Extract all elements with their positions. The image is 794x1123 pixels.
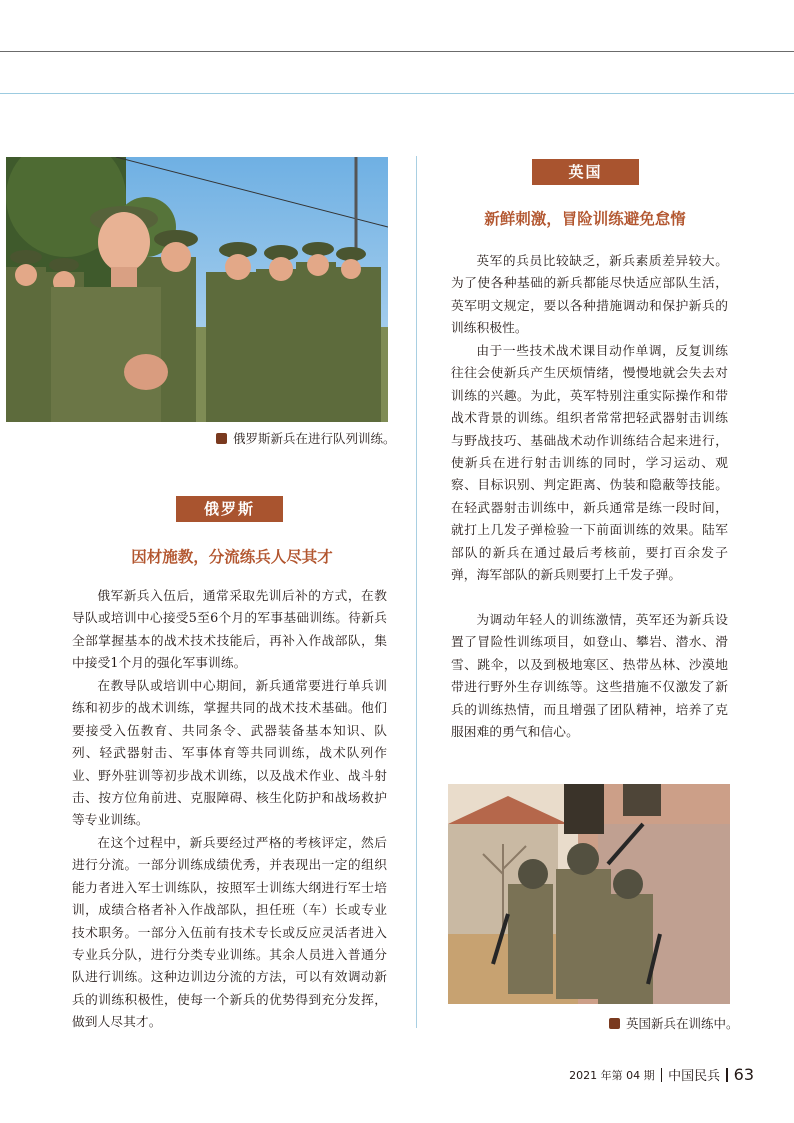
russia-paragraph-3: 在这个过程中，新兵要经过严格的考核评定，然后进行分流。一部分训练成绩优秀，并表现出一定的组织能力者进入军士训练队，按照军士训练大纲进行军士培训，成绩合格者补入作战部队，担任班（车）长或专业技术职务。一部分入伍前有技术专长或反应灵活者进入专业兵分队，进行分类专业训练。其余人员进入普通分队进行训练。这种边训边分流的方法，可以有效调动新兵的训练积极性，使每一个新兵的优势得到充分发挥，做到人尽其才。 — [72, 835, 387, 1030]
uk-paragraph-1: 英军的兵员比较缺乏，新兵素质差异较大。为了使各种基础的新兵都能尽快适应部队生活，英军明文规定，要以各种措施调动和保护新兵的训练积极性。 — [451, 253, 728, 336]
uk-photo-illustration — [448, 784, 730, 1004]
magazine-name: 中国民兵 — [668, 1069, 721, 1084]
page-number: 63 — [733, 1065, 754, 1084]
footer-divider — [661, 1068, 663, 1082]
top-rule — [0, 51, 794, 52]
header-rule — [0, 93, 794, 94]
uk-paragraph-3: 为调动年轻人的训练激情，英军还为新兵设置了冒险性训练项目，如登山、攀岩、潜水、滑雪、跳伞，以及到极地寒区、热带丛林、沙漠地带进行野外生存训练等。这些措施不仅激发了新兵的训练热情，而且增强了团队精神，培养了克服困难的勇气和信心。 — [451, 612, 728, 740]
caption-bullet-icon — [609, 1018, 620, 1029]
uk-photo-caption — [609, 1014, 739, 1032]
russia-paragraph-1: 俄军新兵入伍后，通常采取先训后补的方式，在教导队或培训中心接受5至6个月的军事基础训练。待新兵全部掌握基本的战术技术技能后，再补入作战部队，集中接受1个月的强化军事训练。 — [72, 588, 387, 671]
uk-section-tag: 英国 — [532, 159, 639, 185]
russia-caption-text: 俄罗斯新兵在进行队列训练。 — [233, 431, 396, 446]
russia-headline: 因材施教，分流练兵人尽其才 — [131, 548, 333, 566]
issue-label: 2021 年第 04 期 — [569, 1068, 655, 1082]
uk-training-photo — [448, 784, 730, 1004]
page-footer — [569, 1065, 754, 1084]
russia-photo-illustration — [6, 157, 388, 422]
russia-photo-caption — [216, 429, 396, 447]
russia-section-tag: 俄罗斯 — [176, 496, 283, 522]
russia-training-photo — [6, 157, 388, 422]
uk-headline: 新鲜刺激，冒险训练避免怠惰 — [484, 210, 686, 228]
column-divider — [416, 156, 417, 1028]
russia-paragraph-2: 在教导队或培训中心期间，新兵通常要进行单兵训练和初步的战术训练，掌握共同的战术技术基础。他们要接受入伍教育、共同条令、武器装备基本知识、队列、轻武器射击、军事体育等共同训练，战术队列作业、野外驻训等初步战术训练，以及战术作业、战斗射击、按方位角前进、克服障碍、核生化防护和战场救护等专业训练。 — [72, 678, 387, 828]
uk-caption-text: 英国新兵在训练中。 — [626, 1016, 739, 1031]
caption-bullet-icon — [216, 433, 227, 444]
uk-paragraph-2: 由于一些技术战术课目动作单调，反复训练往往会使新兵产生厌烦情绪，慢慢地就会失去对训练的兴趣。为此，英军特别注重实际操作和带战术背景的训练。组织者常常把轻武器射击训练与野战技巧、基础战术动作训练结合起来进行，使新兵在进行射击训练的同时，学习运动、观察、目标识别、判定距离、伪装和隐蔽等技能。在轻武器射击训练中，新兵通常是练一段时间，就打上几发子弹检验一下前面训练的效果。陆军部队的新兵在通过最后考核前，要打百余发子弹，海军部队的新兵则要打上千发子弹。 — [451, 343, 728, 583]
footer-divider — [726, 1068, 728, 1082]
